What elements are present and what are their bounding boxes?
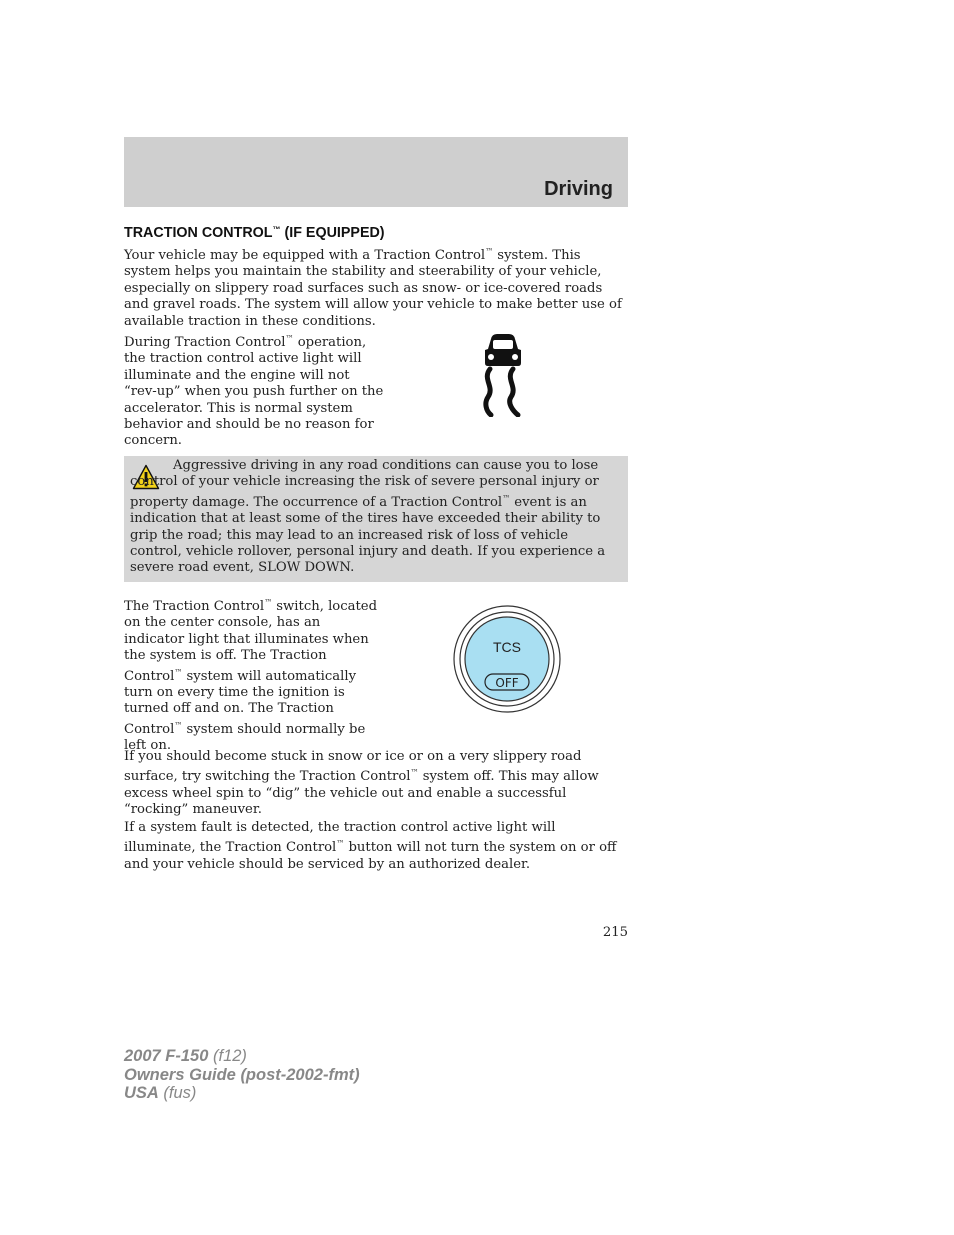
- intro-paragraph: Your vehicle may be equipped with a Traction Control™ system. This system helps you maintain the stability and steerability of your vehicle, especially on slippery road surfaces such as snow- or ice-covered roads and gravel roads. The system will allow your vehicle to make better use of available traction in these conditions.: [124, 247, 622, 329]
- section-header-band: [124, 137, 628, 207]
- traction-control-light-icon: [480, 333, 526, 417]
- operation-paragraph: During Traction Control™ operation, the traction control active light will illuminate and the engine will not “rev-up” when you push further on the accelerator. This is normal system behavior and should be no reason for concern.: [124, 334, 384, 449]
- trademark-mark: ™: [485, 247, 494, 256]
- switch-paragraph: The Traction Control™ switch, located on the center console, has an indicator light that illuminates when the system is off. The Traction Control™ system will automatically turn on every time the ignition is turned off and on. The Traction Control™ system should normally be left on.: [124, 598, 378, 754]
- warning-box: [124, 456, 628, 582]
- trademark-mark: ™: [410, 768, 419, 778]
- trademark-mark: ™: [285, 334, 294, 343]
- page-number: 215: [602, 925, 628, 940]
- section-heading: [124, 221, 628, 242]
- footer-line-3: USA (fus): [124, 1084, 197, 1102]
- stuck-paragraph: If you should become stuck in snow or ice or on a very slippery road surface, try switching the Traction Control™ system off. This may allow excess wheel spin to “dig” the vehicle out and enable a successful “rocking” maneuver.: [124, 749, 599, 818]
- trademark-mark: ™: [502, 493, 511, 503]
- trademark-mark: ™: [264, 598, 273, 607]
- footer-line-2: Owners Guide (post-2002-fmt): [124, 1065, 360, 1084]
- tcs-label: TCS: [493, 639, 521, 655]
- warning-text: Aggressive driving in any road conditions can cause you to lose control of your vehicle increasing the risk of severe personal injury or property damage. The occurrence of a Traction Control™ event is an indication that at least some of the tires have exceeded their ability to grip the road; this may lead to an increased risk of loss of vehicle control, vehicle rollover, personal injury and death. If you experience a severe road event, SLOW DOWN.: [130, 458, 606, 576]
- fault-paragraph: If a system fault is detected, the traction control active light will illuminate, the Traction Control™ button will not turn the system on or off and your vehicle should be serviced by an authorized dealer.: [124, 820, 617, 872]
- trademark-mark: ™: [272, 225, 281, 234]
- trademark-mark: ™: [336, 839, 345, 849]
- heading-text: TRACTION CONTROL: [124, 225, 273, 241]
- footer-line-1: 2007 F-150 (f12): [124, 1047, 247, 1065]
- trademark-mark: ™: [174, 720, 183, 730]
- heading-suffix: (IF EQUIPPED): [280, 225, 385, 241]
- document-footer: [124, 1047, 360, 1103]
- main-content: [124, 221, 628, 872]
- trademark-mark: ™: [174, 667, 183, 677]
- tcs-off-button-icon: [452, 604, 562, 714]
- off-label: OFF: [495, 676, 519, 690]
- section-title: Driving: [544, 178, 613, 200]
